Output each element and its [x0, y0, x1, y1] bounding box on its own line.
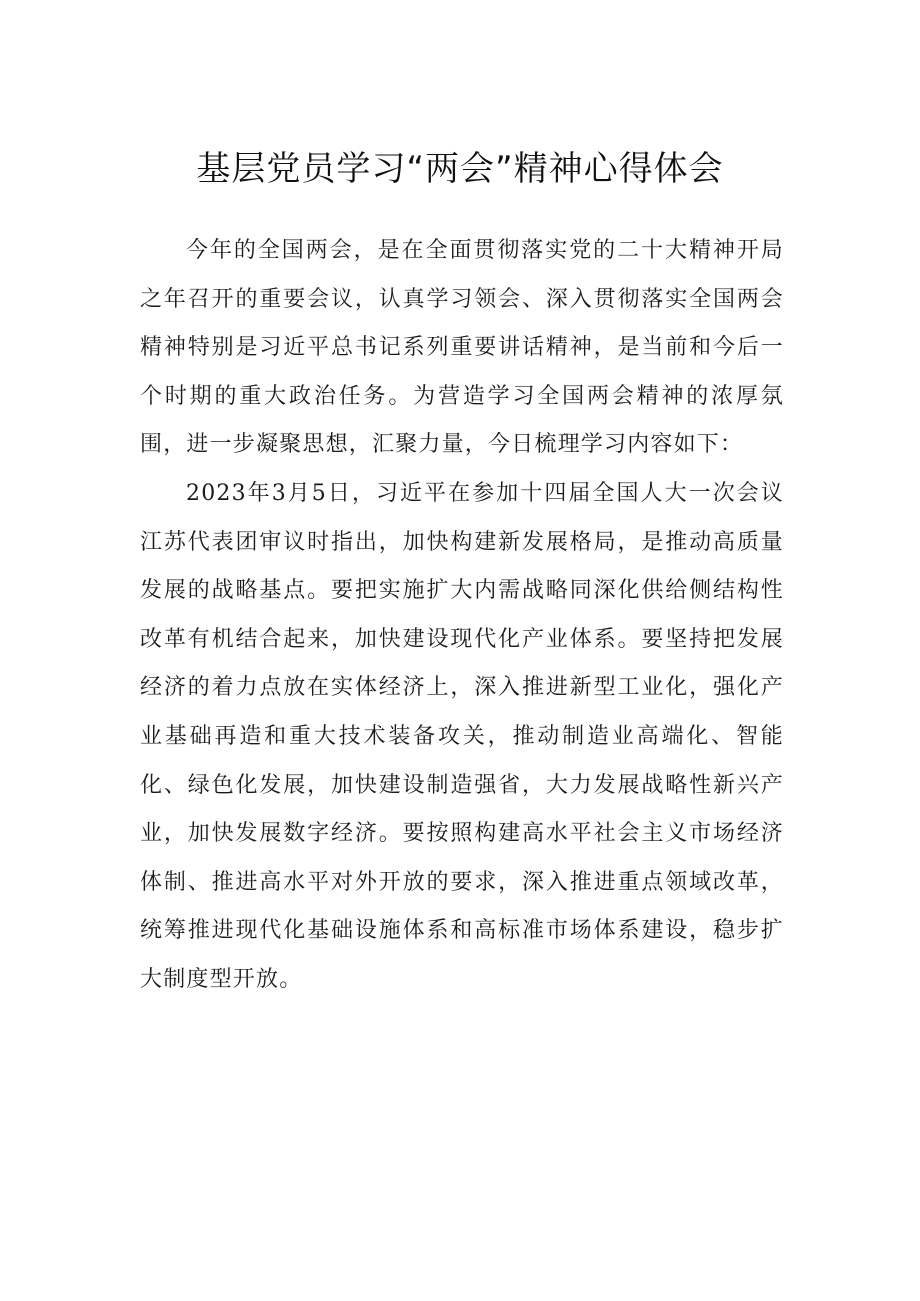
document-title: 基层党员学习“两会”精神心得体会: [196, 149, 724, 189]
paragraph-intro: 今年的全国两会，是在全面贯彻落实党的二十大精神开局之年召开的重要会议，认真学习领会、深入贯彻落实全国两会精神特别是习近平总书记系列重要讲话精神，是当前和今后一个时期的重大政治任务。为营造学习全国两会精神的浓厚氛围，进一步凝聚思想，汇聚力量，今日梳理学习内容如下：: [140, 238, 784, 458]
paragraph-speech: 2023年3月5日，习近平在参加十四届全国人大一次会议江苏代表团审议时指出，加快构建新发展格局，是推动高质量发展的战略基点。要把实施扩大内需战略同深化供给侧结构性改革有机结合起来，加快建设现代化产业体系。要坚持把发展经济的着力点放在实体经济上，深入推进新型工业化，强化产业基础再造和重大技术装备攻关，推动制造业高端化、智能化、绿色化发展，加快建设制造强省，大力发展战略性新兴产业，加快发展数字经济。要按照构建高水平社会主义市场经济体制、推进高水平对外开放的要求，深入推进重点领域改革，统筹推进现代化基础设施体系和高标准市场体系建设，稳步扩大制度型开放。: [140, 480, 784, 992]
document-body: [140, 227, 784, 1005]
